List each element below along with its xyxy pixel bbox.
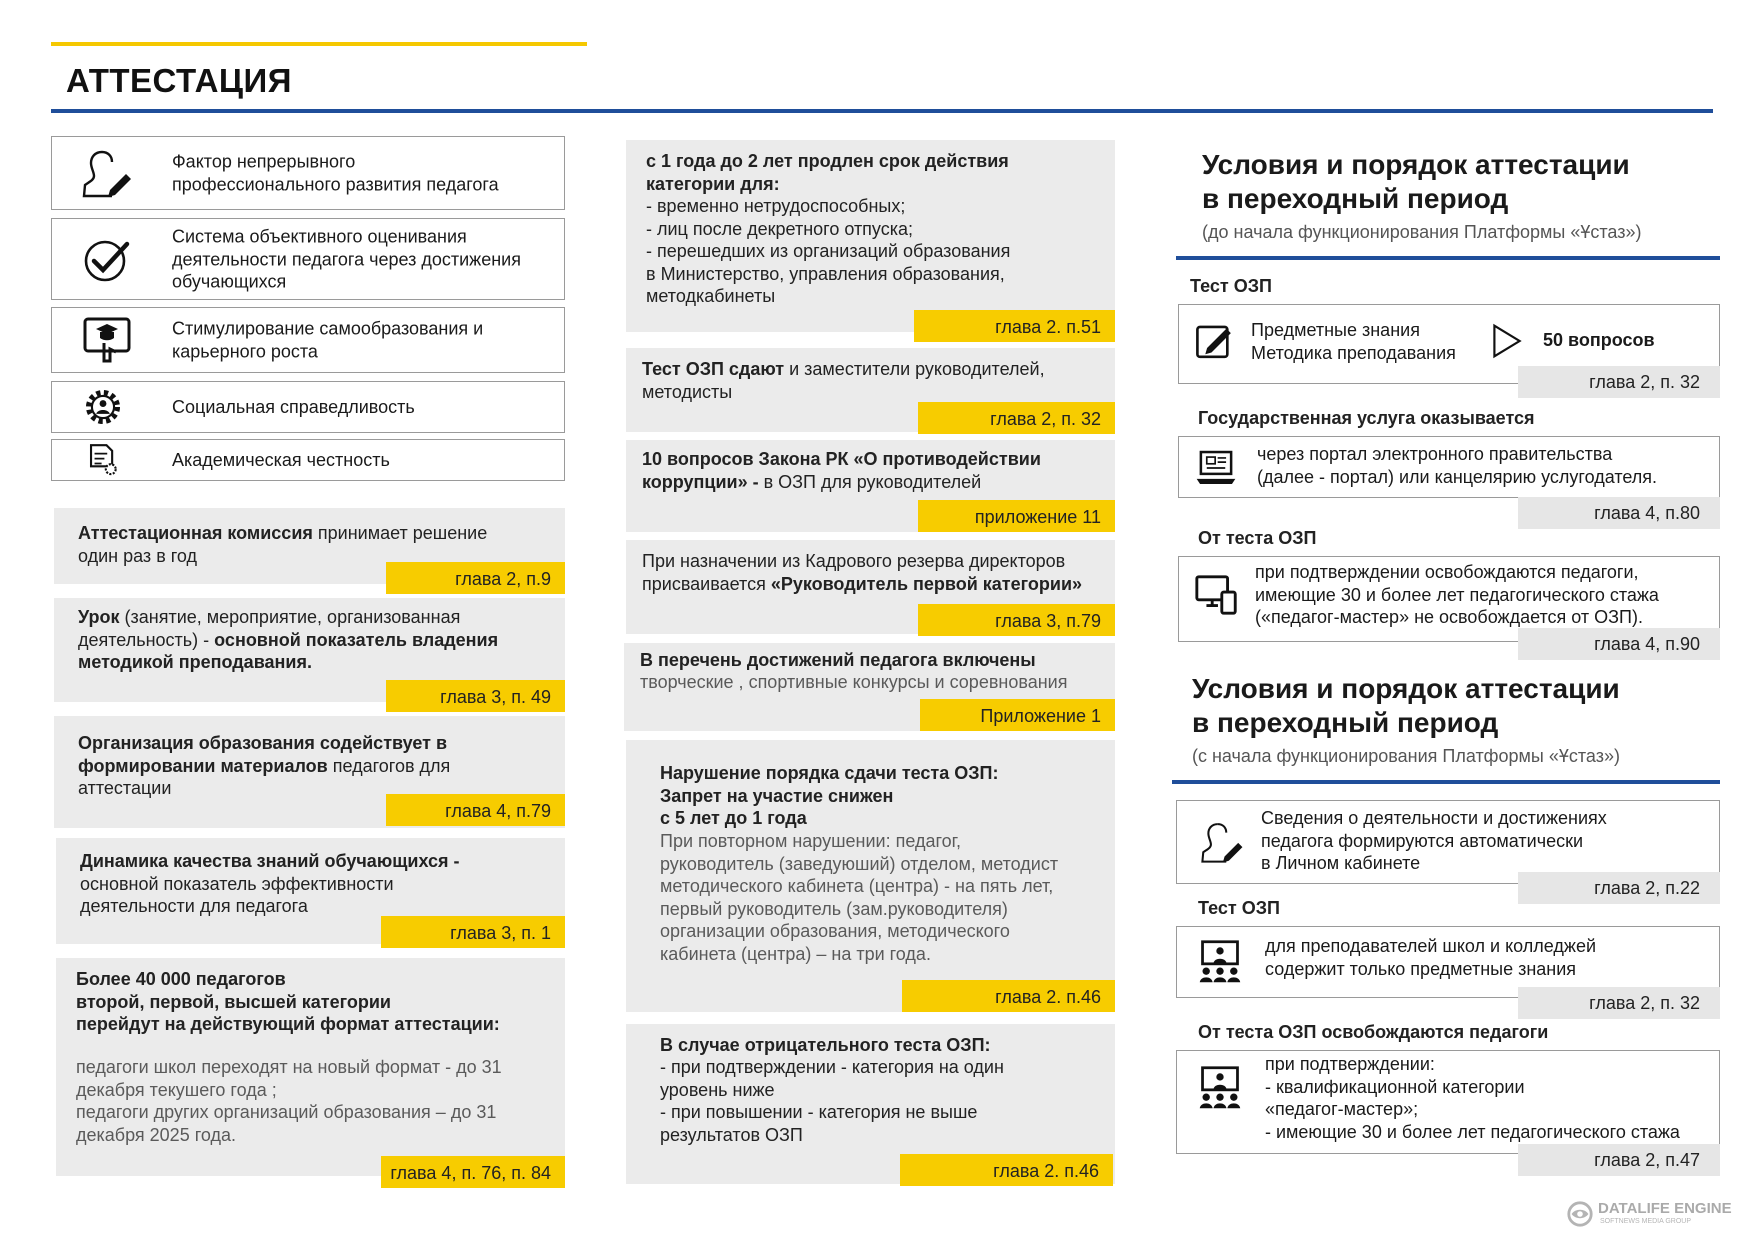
play-arrow-icon	[1489, 321, 1525, 361]
gear-person-icon	[80, 384, 126, 430]
feature-text: Академическая честность	[172, 449, 390, 470]
watermark-brand: DATALIFE ENGINE	[1598, 1200, 1732, 1217]
checkmark-icon	[80, 232, 134, 286]
page-title: АТТЕСТАЦИЯ	[66, 62, 292, 99]
info-text: основной показатель эффективности деятельности для педагога	[80, 873, 394, 916]
info-text: в ОЗП для руководителей	[758, 471, 982, 492]
feature-item	[51, 307, 565, 373]
feature-text: Стимулирование самообразования и карьерного роста	[172, 318, 484, 361]
reference-tag: глава 2. п.51	[914, 310, 1115, 342]
presentation-audience-icon	[1197, 1065, 1243, 1111]
reference-tag: Приложение 1	[920, 699, 1115, 731]
card-text: Предметные знания Методика преподавания	[1251, 320, 1456, 363]
info-bold: 10 вопросов Закона РК «О противодействии коррупции» -	[642, 449, 1041, 492]
info-box	[624, 643, 1115, 731]
info-bold: Нарушение порядка сдачи теста ОЗП: Запрет на участие снижен с 5 лет до 1 года	[660, 763, 999, 828]
info-text: педагогов для аттестации	[78, 755, 451, 798]
reference-tag: глава 2, п. 32	[1518, 366, 1720, 398]
tablet-graduate-icon	[80, 313, 134, 367]
reference-tag: глава 4, п.80	[1518, 497, 1720, 529]
info-box	[54, 598, 565, 707]
person-pen-icon	[1199, 817, 1245, 867]
section-subheading: (до начала функционирования Платформы «Ұстаз»)	[1202, 222, 1642, 242]
info-card	[1176, 1050, 1720, 1154]
section-subheading: (с начала функционирования Платформы «Ұстаз»)	[1192, 746, 1620, 766]
info-box	[56, 958, 565, 1183]
reference-tag: глава 2, п.9	[386, 562, 565, 594]
card-text: для преподавателей школ и колледжей содержит только предметные знания	[1265, 936, 1597, 979]
feature-item	[51, 136, 565, 210]
section-heading: Условия и порядок аттестации в переходный период	[1202, 149, 1630, 214]
document-gear-icon	[84, 441, 122, 479]
section-label: Тест ОЗП	[1198, 898, 1280, 918]
card-text: при подтверждении: - квалификационной категории «педагог-мастер»; - имеющие 30 и более лет педагогического стажа	[1265, 1054, 1680, 1142]
section-divider	[1172, 780, 1720, 784]
datalife-logo-icon	[1566, 1200, 1594, 1228]
info-bold: Более 40 000 педагогов второй, первой, высшей категории перейдут на действующий формат аттестации:	[76, 969, 500, 1034]
info-text: и заместители руководителей, методисты	[642, 359, 1045, 402]
section-divider	[1176, 256, 1720, 260]
info-text: творческие , спортивные конкурсы и соревнования	[640, 672, 1068, 692]
info-card	[1178, 436, 1720, 498]
info-box	[54, 508, 565, 589]
laptop-icon	[1193, 447, 1239, 489]
reference-tag: глава 2, п. 32	[918, 402, 1115, 434]
info-box	[626, 1024, 1115, 1184]
info-box	[626, 740, 1115, 1012]
reference-tag: глава 2. п.46	[902, 980, 1115, 1012]
info-box	[54, 716, 565, 828]
presentation-audience-icon	[1197, 939, 1243, 985]
feature-text: Фактор непрерывного профессионального развития педагога	[172, 151, 499, 194]
info-bold: «Руководитель первой категории»	[770, 573, 1083, 594]
feature-text: Социальная справедливость	[172, 396, 415, 417]
person-pen-icon	[80, 146, 134, 200]
info-bold-tail: основной показатель владения методикой преподавания.	[78, 629, 499, 672]
questions-count: 50 вопросов	[1543, 330, 1655, 350]
section-label: Государственная услуга оказывается	[1198, 408, 1535, 428]
reference-tag: глава 3, п. 49	[386, 680, 565, 712]
card-text: Сведения о деятельности и достижениях педагога формируются автоматически в Личном кабинете	[1261, 808, 1607, 873]
monitor-device-icon	[1193, 571, 1241, 619]
feature-text: Система объективного оценивания деятельности педагога через достижения обучающихся	[172, 226, 521, 292]
info-text: При назначении из Кадрового резерва директоров присваивается	[642, 551, 1066, 594]
section-label: От теста ОЗП освобождаются педагоги	[1198, 1022, 1549, 1042]
section-heading: Условия и порядок аттестации в переходный период	[1192, 673, 1620, 738]
reference-tag: глава 3, п.79	[918, 604, 1115, 636]
info-bold: с 1 года до 2 лет продлен срок действия категории для:	[646, 151, 1009, 194]
header-divider	[51, 109, 1713, 113]
info-bold: Динамика качества знаний обучающихся -	[80, 851, 460, 871]
info-box	[626, 540, 1115, 634]
info-text: (занятие, мероприятие, организованная деятельность) -	[78, 607, 461, 650]
info-text: принимает решение один раз в год	[78, 523, 488, 566]
section-label: Тест ОЗП	[1190, 276, 1272, 296]
reference-tag: глава 2, п.47	[1518, 1144, 1720, 1176]
watermark	[1566, 1198, 1748, 1232]
feature-item	[51, 381, 565, 433]
info-text: педагоги школ переходят на новый формат - до 31 декабря текушего года ; педагоги других организаций образования – до 31 декабря 2025 года.	[76, 1057, 502, 1145]
reference-tag: глава 2, п.22	[1518, 872, 1720, 904]
info-bold: Организация образования содействует в формировании материалов	[78, 733, 448, 776]
feature-item	[51, 439, 565, 481]
title-accent-line	[51, 42, 587, 46]
info-box	[626, 348, 1115, 432]
card-text: через портал электронного правительства (далее - портал) или канцелярию услугодателя.	[1257, 444, 1658, 487]
feature-item	[51, 218, 565, 300]
info-bold: Тест ОЗП сдают	[642, 359, 785, 379]
info-text: При повторном нарушении: педагог, руководитель (заведуюший) отделом, методист методического кабинета (центра) - на пять лет, первый руководитель (зам.руководителя) организации образования, методического кабинета (центра) – на три года.	[660, 831, 1059, 964]
info-box	[626, 140, 1115, 337]
watermark-sub: SOFTNEWS MEDIA GROUP	[1600, 1218, 1692, 1225]
reference-tag: приложение 11	[918, 500, 1115, 532]
reference-tag: глава 2, п. 32	[1518, 987, 1720, 1019]
card-text: при подтверждении освобождаются педагоги, имеющие 30 и более лет педагогического стажа («педагог-мастер» не освобождается от ОЗП).	[1255, 562, 1659, 627]
info-box	[56, 838, 565, 944]
reference-tag: глава 4, п. 76, п. 84	[381, 1156, 565, 1188]
reference-tag: глава 2. п.46	[900, 1154, 1113, 1186]
reference-tag: глава 4, п.79	[386, 794, 565, 826]
info-text: - временно нетрудоспособных; - лиц после декретного отпуска; - перешедших из организаций образования в Министерство, управления образования, методкабинеты	[646, 196, 1011, 306]
info-text: - при подтверждении - категория на один уровень ниже - при повышении - категория не выше результатов ОЗП	[660, 1057, 1004, 1145]
info-box	[626, 440, 1115, 532]
info-bold: Урок	[78, 607, 120, 627]
reference-tag: глава 4, п.90	[1518, 628, 1720, 660]
section-label: От теста ОЗП	[1198, 528, 1317, 548]
reference-tag: глава 3, п. 1	[381, 916, 565, 948]
info-bold: Аттестационная комиссия	[78, 523, 313, 543]
edit-icon	[1193, 319, 1237, 363]
info-bold: В перечень достижений педагога включены	[640, 650, 1036, 670]
info-bold: В случае отрицательного теста ОЗП:	[660, 1035, 991, 1055]
